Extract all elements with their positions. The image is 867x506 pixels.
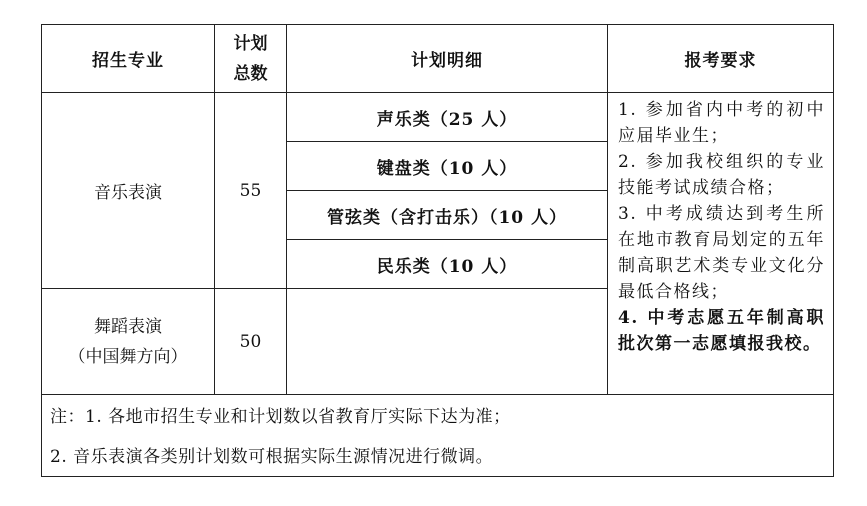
note-1: 注：1. 各地市招生专业和计划数以省教育厅实际下达为准； [50, 406, 511, 427]
dance-detail-empty [287, 289, 608, 395]
header-total-line1: 计划 [233, 33, 268, 54]
header-major: 招生专业 [42, 25, 215, 93]
requirement-3: 3. 中考成绩达到考生所在地市教育局划定的五年制高职艺术类专业文化分最低合格线； [618, 204, 825, 302]
detail-vocal: 声乐类（25 人） [287, 93, 608, 142]
header-total [215, 25, 287, 93]
requirement-1: 1. 参加省内中考的初中应届毕业生； [618, 100, 825, 146]
detail-orchestral: 管弦类（含打击乐）（10 人） [287, 191, 608, 240]
header-requirements: 报考要求 [608, 25, 834, 93]
music-major: 音乐表演 [42, 93, 215, 289]
dance-major-line1: 舞蹈表演 [94, 316, 162, 337]
requirement-4: 4. 中考志愿五年制高职批次第一志愿填报我校。 [618, 308, 825, 354]
dance-major-line2: （中国舞方向） [68, 346, 188, 367]
music-row [42, 93, 834, 142]
dance-major [42, 289, 215, 395]
note-2: 2. 音乐表演各类别计划数可根据实际生源情况进行微调。 [50, 446, 494, 467]
header-row [42, 25, 834, 93]
music-total: 55 [215, 93, 287, 289]
header-total-line2: 总数 [233, 63, 268, 84]
detail-folk: 民乐类（10 人） [287, 240, 608, 289]
header-detail: 计划明细 [287, 25, 608, 93]
dance-total: 50 [215, 289, 287, 395]
detail-keyboard: 键盘类（10 人） [287, 142, 608, 191]
notes-cell [42, 395, 834, 477]
requirements-cell [608, 93, 834, 395]
notes-row [42, 395, 834, 477]
requirement-2: 2. 参加我校组织的专业技能考试成绩合格； [618, 152, 825, 198]
admission-plan-table [41, 24, 834, 477]
